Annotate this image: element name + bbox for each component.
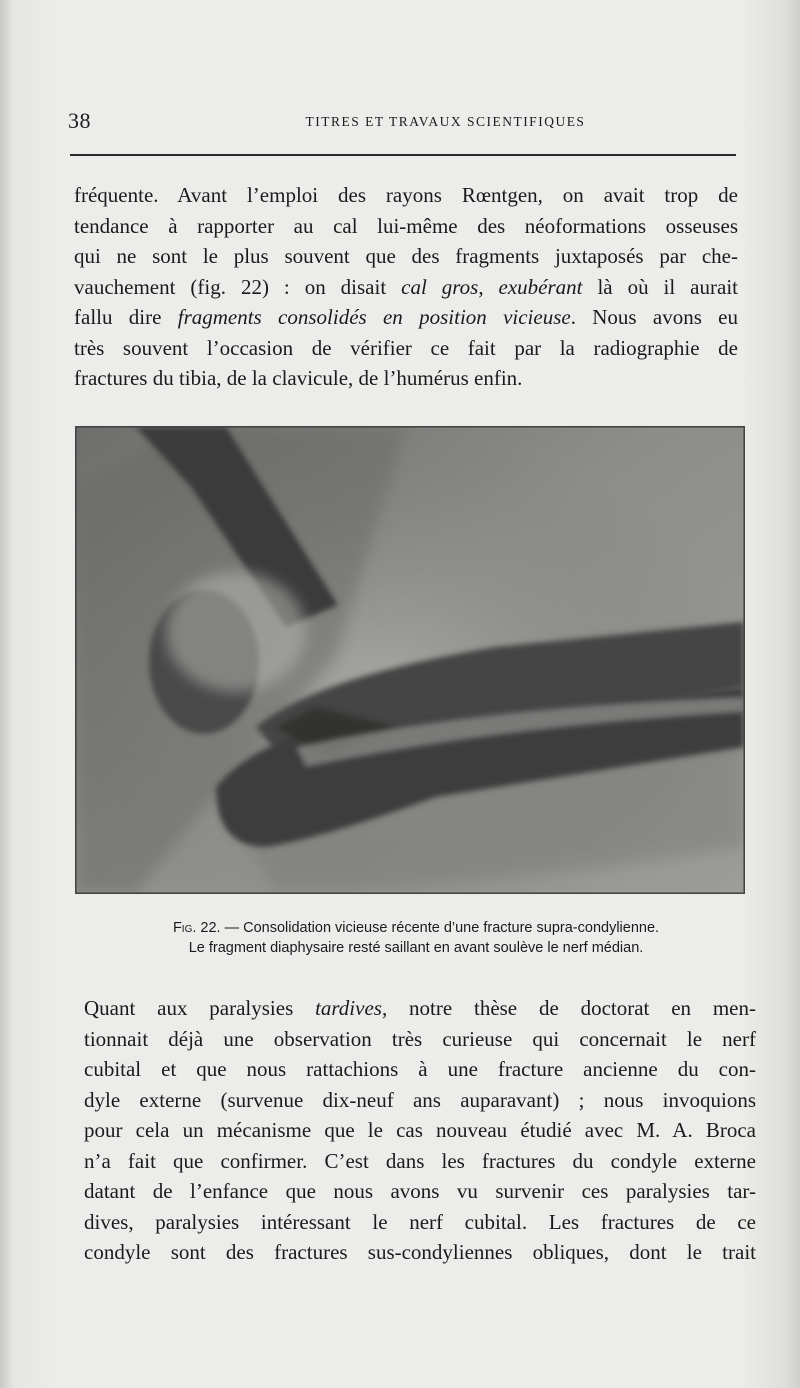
caption-line-2: Le fragment diaphysaire resté saillant en avant soulève le nerf médian.	[188, 940, 644, 956]
caption-line-1	[76, 918, 756, 938]
header-rule	[70, 154, 736, 156]
text-line: cubital et que nous rattachions à une fracture ancienne du con-	[84, 1057, 756, 1081]
text-line: tionnait déjà une observation très curieuse qui concernait le nerf	[84, 1026, 756, 1051]
text-line: pour cela un mécanisme que le cas nouveau étudié avec M. A. Broca	[84, 1118, 756, 1142]
text-line: vauchement (fig. 22) : on disait cal gros, exubérant là où il aurait	[74, 274, 738, 299]
text-line: dives, paralysies intéressant le nerf cubital. Les fractures de ce	[84, 1209, 756, 1234]
page-number: 38	[68, 108, 91, 133]
page-header	[68, 108, 733, 138]
text-line: dyle externe (survenue dix-neuf ans auparavant) ; nous invoquions	[84, 1087, 756, 1112]
text-line: n’a fait que confirmer. C’est dans les fractures du condyle externe	[84, 1148, 756, 1173]
figure-label: Fig. 22.	[172, 920, 221, 936]
text-line: tendance à rapporter au cal lui-même des néoformations osseuses	[74, 213, 738, 238]
paragraph-2	[84, 993, 756, 1268]
figure-caption	[76, 918, 756, 958]
text-line: Quant aux paralysies tardives, notre thèse de doctorat en men-	[84, 996, 756, 1020]
running-title: TITRES ET TRAVAUX SCIENTIFIQUES	[305, 114, 586, 129]
text-line: datant de l’enfance que nous avons vu survenir ces paralysies tar-	[84, 1179, 756, 1203]
text-line: condyle sont des fractures sus-condyliennes obliques, dont le trait	[84, 1240, 756, 1264]
text-line: fallu dire fragments consolidés en position vicieuse. Nous avons eu	[74, 305, 738, 329]
text-line: fractures du tibia, de la clavicule, de l’humérus enfin.	[74, 366, 523, 390]
radiograph-figure	[75, 426, 745, 894]
caption-text-1: — Consolidation vicieuse récente d’une fracture supra-condylienne.	[224, 920, 660, 936]
text-line: très souvent l’occasion de vérifier ce fait par la radiographie de	[74, 335, 738, 360]
elbow-radiograph-image	[76, 427, 744, 893]
text-line: qui ne sont le plus souvent que des fragments juxtaposés par che-	[74, 244, 738, 268]
paragraph-1	[74, 180, 738, 394]
text-line: fréquente. Avant l’emploi des rayons Rœntgen, on avait trop de	[74, 183, 738, 207]
